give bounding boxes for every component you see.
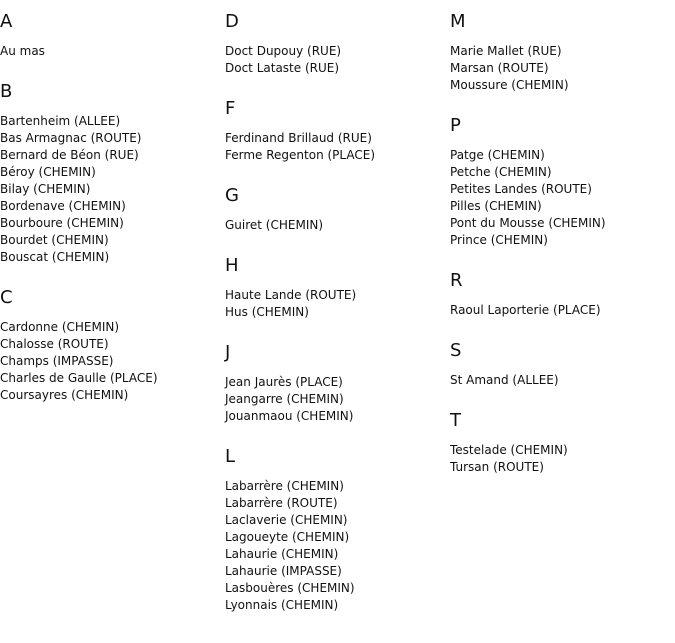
list-item: [225, 478, 445, 495]
street-link[interactable]: Jeangarre (CHEMIN): [225, 392, 344, 406]
street-link[interactable]: Chalosse (ROUTE): [0, 337, 109, 351]
list-item: [0, 387, 220, 404]
list-item: [0, 43, 220, 60]
list-item: [0, 181, 220, 198]
street-link[interactable]: Lahaurie (IMPASSE): [225, 564, 342, 578]
list-item: [0, 319, 220, 336]
letter-heading: R: [450, 270, 463, 291]
street-link[interactable]: Moussure (CHEMIN): [450, 78, 569, 92]
letter-group: [450, 114, 670, 249]
street-link[interactable]: Bartenheim (ALLEE): [0, 114, 121, 128]
letter-group: [225, 10, 445, 77]
list-item: [0, 198, 220, 215]
street-link[interactable]: Jouanmaou (CHEMIN): [225, 409, 354, 423]
list-item: [450, 181, 670, 198]
street-link[interactable]: Jean Jaurès (PLACE): [225, 375, 343, 389]
letter-heading: A: [0, 11, 13, 32]
street-link[interactable]: Bourdet (CHEMIN): [0, 233, 109, 247]
list-item: [225, 304, 445, 321]
street-link[interactable]: Champs (IMPASSE): [0, 354, 114, 368]
list-item: [225, 408, 445, 425]
list-item: [0, 147, 220, 164]
list-item: [450, 215, 670, 232]
street-link[interactable]: Laclaverie (CHEMIN): [225, 513, 348, 527]
street-link[interactable]: Lagoueyte (CHEMIN): [225, 530, 350, 544]
letter-heading: M: [450, 11, 466, 32]
street-link[interactable]: Bordenave (CHEMIN): [0, 199, 126, 213]
street-list: [225, 130, 445, 164]
street-link[interactable]: Petites Landes (ROUTE): [450, 182, 592, 196]
list-item: [225, 495, 445, 512]
list-item: [450, 442, 670, 459]
street-link[interactable]: Haute Lande (ROUTE): [225, 288, 357, 302]
list-item: [0, 164, 220, 181]
street-link[interactable]: Marsan (ROUTE): [450, 61, 549, 75]
list-item: [450, 198, 670, 215]
list-item: [0, 232, 220, 249]
letter-group: [0, 286, 220, 404]
street-link[interactable]: St Amand (ALLEE): [450, 373, 559, 387]
list-item: [0, 370, 220, 387]
street-link[interactable]: Labarrère (ROUTE): [225, 496, 338, 510]
street-list: [225, 287, 445, 321]
list-item: [225, 391, 445, 408]
letter-group: [225, 97, 445, 164]
list-item: [225, 287, 445, 304]
street-link[interactable]: Tursan (ROUTE): [450, 460, 544, 474]
street-link[interactable]: Pilles (CHEMIN): [450, 199, 542, 213]
list-item: [225, 60, 445, 77]
street-link[interactable]: Guiret (CHEMIN): [225, 218, 324, 232]
street-list: [450, 147, 670, 249]
street-link[interactable]: Lyonnais (CHEMIN): [225, 598, 339, 612]
letter-heading: J: [225, 342, 231, 363]
index-column: [225, 10, 445, 634]
street-link[interactable]: Béroy (CHEMIN): [0, 165, 96, 179]
letter-group: [225, 184, 445, 234]
list-item: [450, 459, 670, 476]
street-link[interactable]: Raoul Laporterie (PLACE): [450, 303, 601, 317]
list-item: [450, 60, 670, 77]
list-item: [0, 130, 220, 147]
letter-group: [450, 10, 670, 94]
street-link[interactable]: Au mas: [0, 44, 45, 58]
street-link[interactable]: Patge (CHEMIN): [450, 148, 545, 162]
street-link[interactable]: Labarrère (CHEMIN): [225, 479, 344, 493]
list-item: [225, 529, 445, 546]
street-list: [0, 319, 220, 404]
street-link[interactable]: Marie Mallet (RUE): [450, 44, 562, 58]
letter-heading: T: [450, 410, 461, 431]
street-link[interactable]: Lahaurie (CHEMIN): [225, 547, 339, 561]
letter-heading: D: [225, 11, 239, 32]
list-item: [0, 249, 220, 266]
letter-heading: B: [0, 81, 13, 102]
letter-group: [225, 254, 445, 321]
street-link[interactable]: Bernard de Béon (RUE): [0, 148, 139, 162]
letter-group: [225, 445, 445, 614]
street-list: [225, 43, 445, 77]
letter-heading: F: [225, 98, 236, 119]
list-item: [225, 546, 445, 563]
street-link[interactable]: Petche (CHEMIN): [450, 165, 552, 179]
street-link[interactable]: Doct Dupouy (RUE): [225, 44, 342, 58]
list-item: [450, 43, 670, 60]
index-column: [0, 10, 220, 424]
street-list: [450, 43, 670, 94]
street-link[interactable]: Cardonne (CHEMIN): [0, 320, 120, 334]
list-item: [225, 217, 445, 234]
street-link[interactable]: Testelade (CHEMIN): [450, 443, 568, 457]
letter-heading: C: [0, 287, 13, 308]
list-item: [225, 43, 445, 60]
list-item: [225, 597, 445, 614]
letter-heading: L: [225, 446, 236, 467]
list-item: [450, 232, 670, 249]
list-item: [450, 77, 670, 94]
street-link[interactable]: Ferme Regenton (PLACE): [225, 148, 376, 162]
list-item: [225, 374, 445, 391]
list-item: [225, 512, 445, 529]
letter-group: [0, 80, 220, 266]
letter-group: [450, 269, 670, 319]
street-link[interactable]: Coursayres (CHEMIN): [0, 388, 129, 402]
list-item: [0, 113, 220, 130]
list-item: [225, 563, 445, 580]
letter-group: [225, 341, 445, 425]
street-list: [225, 478, 445, 614]
street-list: [0, 113, 220, 266]
list-item: [450, 372, 670, 389]
list-item: [0, 215, 220, 232]
list-item: [450, 164, 670, 181]
list-item: [225, 147, 445, 164]
street-list: [0, 43, 220, 60]
street-link[interactable]: Prince (CHEMIN): [450, 233, 548, 247]
street-list: [225, 217, 445, 234]
street-list: [225, 374, 445, 425]
street-link[interactable]: Pont du Mousse (CHEMIN): [450, 216, 606, 230]
letter-group: [450, 339, 670, 389]
street-list: [450, 372, 670, 389]
street-list: [450, 442, 670, 476]
list-item: [225, 130, 445, 147]
list-item: [225, 580, 445, 597]
street-link[interactable]: Bourboure (CHEMIN): [0, 216, 124, 230]
street-link[interactable]: Lasbouères (CHEMIN): [225, 581, 355, 595]
street-link[interactable]: Bilay (CHEMIN): [0, 182, 91, 196]
letter-heading: H: [225, 255, 239, 276]
street-link[interactable]: Bas Armagnac (ROUTE): [0, 131, 142, 145]
street-link[interactable]: Doct Lataste (RUE): [225, 61, 340, 75]
street-link[interactable]: Charles de Gaulle (PLACE): [0, 371, 158, 385]
street-link[interactable]: Bouscat (CHEMIN): [0, 250, 110, 264]
street-link[interactable]: Hus (CHEMIN): [225, 305, 309, 319]
street-list: [450, 302, 670, 319]
list-item: [0, 353, 220, 370]
letter-heading: S: [450, 340, 462, 361]
street-link[interactable]: Ferdinand Brillaud (RUE): [225, 131, 372, 145]
list-item: [450, 147, 670, 164]
letter-group: [0, 10, 220, 60]
letter-heading: P: [450, 115, 461, 136]
list-item: [450, 302, 670, 319]
index-column: [450, 10, 670, 496]
list-item: [0, 336, 220, 353]
letter-heading: G: [225, 185, 239, 206]
letter-group: [450, 409, 670, 476]
